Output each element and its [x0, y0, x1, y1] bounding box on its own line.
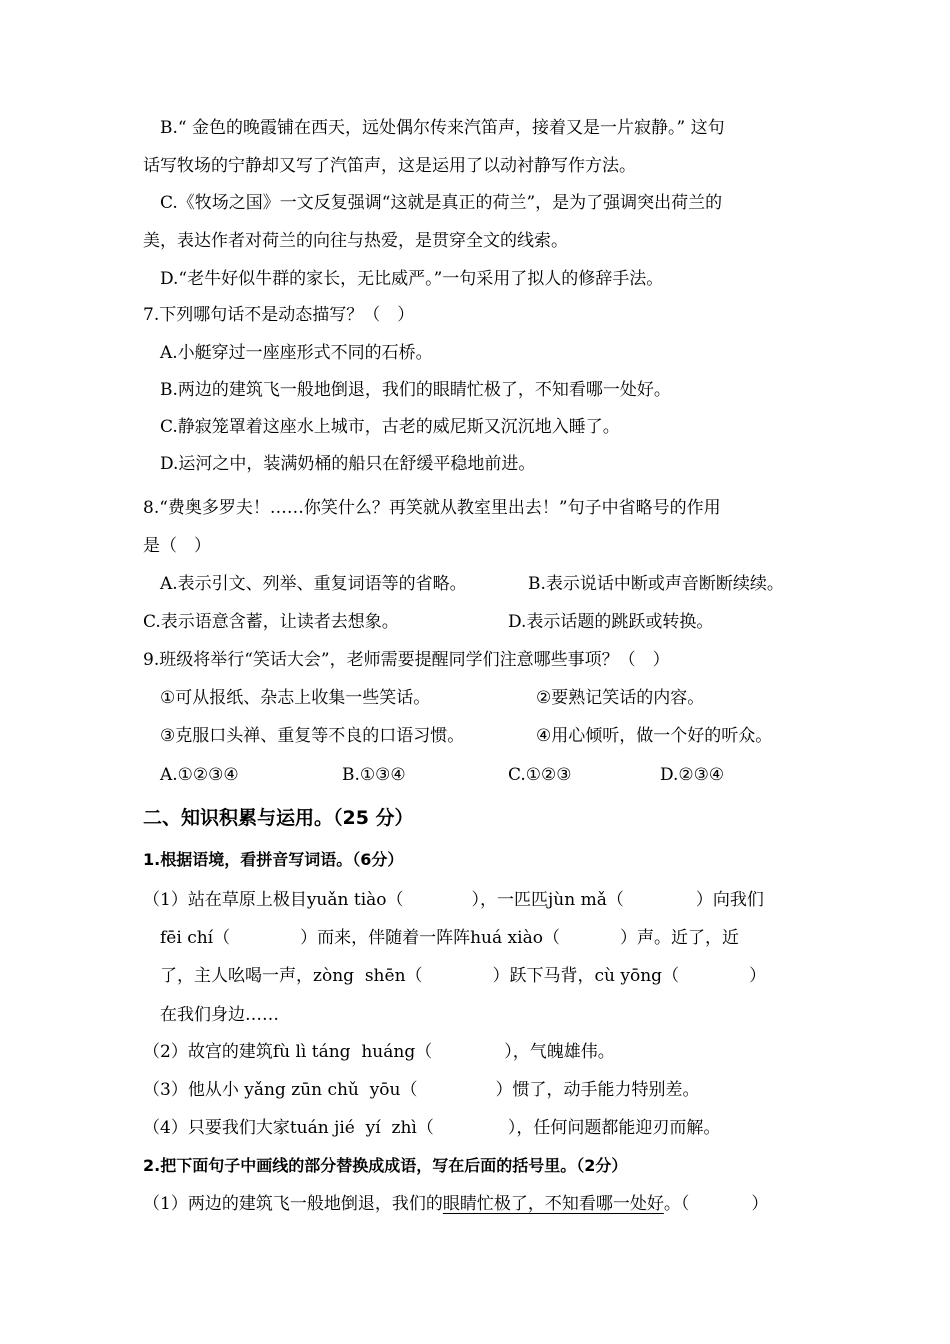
- q9-item-1: ①可从报纸、杂志上收集一些笑话。: [160, 688, 431, 708]
- q9-item-3: ③克服口头禅、重复等不良的口语习惯。: [160, 726, 465, 746]
- q9-option-c: C.①②③: [508, 765, 572, 785]
- q8-stem-line2: 是（ ）: [143, 536, 211, 556]
- q8-option-c: C.表示语意含蓄，让读者去想象。: [143, 612, 399, 632]
- s2-q1-item-3: （3）他从小 yǎng zūn chǔ yōu（ ）惯了，动手能力特别差。: [143, 1080, 700, 1100]
- s2-q1-title: 1.根据语境，看拼音写词语。（6分）: [143, 850, 404, 869]
- q8-option-a: A.表示引文、列举、重复词语等的省略。: [160, 574, 467, 594]
- q6-option-b-line2: 话写牧场的宁静却又写了汽笛声，这是运用了以动衬静写作方法。: [143, 156, 636, 176]
- q7-option-d: D.运河之中，装满奶桶的船只在舒缓平稳地前进。: [160, 454, 536, 474]
- q6-option-c-line1: C.《牧场之国》一文反复强调“这就是真正的荷兰”，是为了强调突出荷兰的: [160, 193, 723, 213]
- q6-option-b-line1: B.“ 金色的晚霞铺在西天，远处偶尔传来汽笛声，接着又是一片寂静。” 这句: [160, 118, 725, 138]
- s2-q1-p3: 了，主人吆喝一声，zòng shēn（ ）跃下马背，cù yōng（ ）: [160, 966, 767, 986]
- q9-option-a: A.①②③④: [160, 765, 239, 785]
- q9-item-4: ④用心倾听，做一个好的听众。: [536, 726, 773, 746]
- q9-stem: 9.班级将举行“笑话大会”，老师需要提醒同学们注意哪些事项？（ ）: [143, 650, 670, 670]
- q9-option-b: B.①③④: [342, 765, 406, 785]
- q7-option-a: A.小艇穿过一座座形式不同的石桥。: [160, 343, 433, 363]
- s2-q1-item-4: （4）只要我们大家tuán jié yí zhì（ ），任何问题都能迎刃而解。: [143, 1118, 721, 1138]
- q8-option-d: D.表示话题的跳跃或转换。: [508, 612, 714, 632]
- s2-q2-title: 2.把下面句子中画线的部分替换成成语，写在后面的括号里。（2分）: [143, 1156, 628, 1175]
- s2-q2-item-1: （1）两边的建筑飞一般地倒退，我们的眼睛忙极了，不知看哪一处好。（ ）: [143, 1194, 769, 1214]
- q6-option-d: D.“老牛好似牛群的家长，无比威严。”一句采用了拟人的修辞手法。: [160, 269, 664, 289]
- section-2-title: 二、知识积累与运用。（25 分）: [143, 807, 414, 829]
- s2-q1-p4: 在我们身边……: [160, 1005, 279, 1025]
- q8-stem-line1: 8.“费奥多罗夫！……你笑什么？再笑就从教室里出去！”句子中省略号的作用: [143, 498, 721, 518]
- s2-q1-item-2: （2）故宫的建筑fù lì táng huáng（ ），气魄雄伟。: [143, 1042, 615, 1062]
- q7-option-b: B.两边的建筑飞一般地倒退，我们的眼睛忙极了，不知看哪一处好。: [160, 380, 671, 400]
- q9-option-d: D.②③④: [660, 765, 725, 785]
- q6-option-c-line2: 美，表达作者对荷兰的向往与热爱，是贯穿全文的线索。: [143, 231, 568, 251]
- s2-q1-p2: fēi chí（ ）而来，伴随着一阵阵huá xiào（ ）声。近了，近: [160, 928, 739, 948]
- q8-option-b: B.表示说话中断或声音断断续续。: [528, 574, 784, 594]
- underlined-phrase: 眼睛忙极了，不知看哪一处好: [442, 1194, 664, 1214]
- q7-option-c: C.静寂笼罩着这座水上城市，古老的威尼斯又沉沉地入睡了。: [160, 417, 620, 437]
- q7-stem: 7.下列哪句话不是动态描写？（ ）: [143, 305, 415, 325]
- q9-item-2: ②要熟记笑话的内容。: [536, 688, 705, 708]
- s2-q1-p1: （1）站在草原上极目yuǎn tiào（ ），一匹匹jùn mǎ（ ）向我们: [143, 890, 764, 910]
